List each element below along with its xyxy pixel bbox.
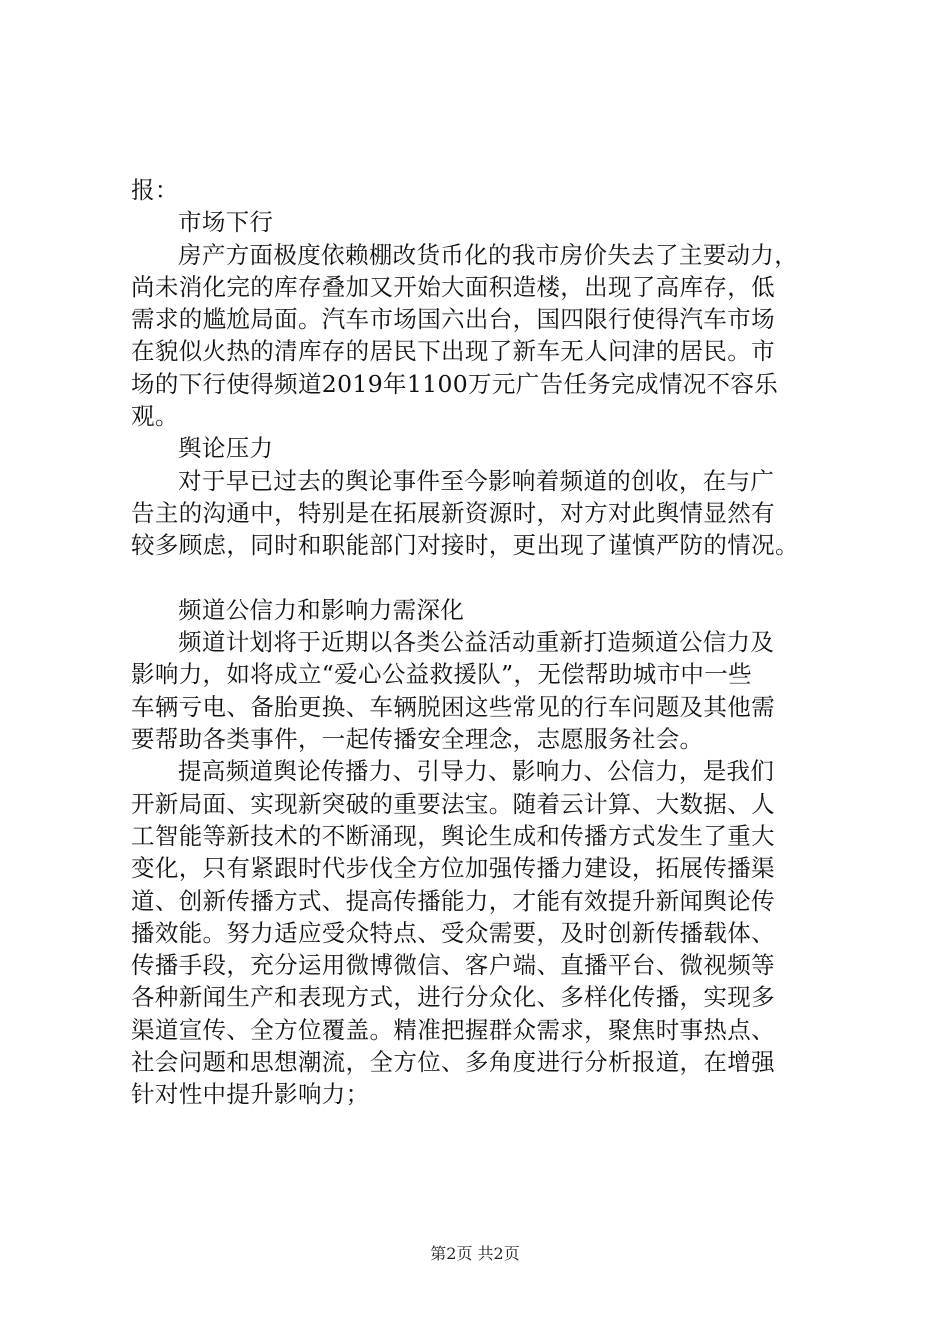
text-line: 针对性中提升影响力； (131, 1080, 370, 1109)
text-line: 开新局面、实现新突破的重要法宝。随着云计算、大数据、人 (131, 789, 775, 818)
text-line: 房产方面极度依赖棚改货币化的我市房价失去了主要动力， (178, 240, 799, 269)
text-line: 各种新闻生产和表现方式，进行分众化、多样化传播，实现多 (131, 983, 775, 1012)
text-line: 频道计划将于近期以各类公益活动重新打造频道公信力及 (178, 628, 775, 657)
text-line: 车辆亏电、备胎更换、车辆脱困这些常见的行车问题及其他需 (131, 692, 775, 721)
text-line: 告主的沟通中，特别是在拓展新资源时，对方对此舆情显然有 (131, 498, 775, 527)
text-line: 传播手段，充分运用微博微信、客户端、直播平台、微视频等 (131, 951, 775, 980)
text-line: 对于早已过去的舆论事件至今影响着频道的创收，在与广 (178, 466, 775, 495)
text-line: 渠道宣传、全方位覆盖。精准把握群众需求，聚焦时事热点、 (131, 1015, 775, 1044)
text-line: 要帮助各类事件，一起传播安全理念，志愿服务社会。 (131, 725, 704, 754)
text-line: 变化，只有紧跟时代步伐全方位加强传播力建设，拓展传播渠 (131, 854, 775, 883)
text-line: 频道公信力和影响力需深化 (178, 595, 465, 624)
text-line: 需求的尴尬局面。汽车市场国六出台，国四限行使得汽车市场 (131, 305, 775, 334)
text-line: 场的下行使得频道2019年1100万元广告任务完成情况不容乐 (131, 369, 779, 398)
text-line: 社会问题和思想潮流，全方位、多角度进行分析报道，在增强 (131, 1048, 775, 1077)
page-footer: 第2页 共2页 (430, 1244, 520, 1263)
document-body (131, 174, 831, 1111)
text-line: 工智能等新技术的不断涌现，舆论生成和传播方式发生了重大 (131, 821, 775, 850)
blank-line (131, 562, 831, 594)
text-line: 影响力，如将成立“爱心公益救援队”，无偿帮助城市中一些 (131, 660, 752, 689)
text-line: 市场下行 (178, 208, 274, 237)
text-line: 尚未消化完的库存叠加又开始大面积造楼，出现了高库存，低 (131, 272, 775, 301)
text-line: 舆论压力 (178, 434, 274, 463)
text-line: 报： (131, 176, 179, 204)
text-line: 道、创新传播方式、提高传播能力，才能有效提升新闻舆论传 (131, 886, 775, 915)
text-line: 较多顾虑，同时和职能部门对接时，更出现了谨慎严防的情况。 (131, 531, 799, 560)
text-line: 观。 (131, 402, 179, 431)
text-line: 在貌似火热的清库存的居民下出现了新车无人问津的居民。市 (131, 337, 775, 366)
text-line: 播效能。努力适应受众特点、受众需要，及时创新传播载体、 (131, 918, 775, 947)
text-line: 提高频道舆论传播力、引导力、影响力、公信力，是我们 (178, 757, 775, 786)
